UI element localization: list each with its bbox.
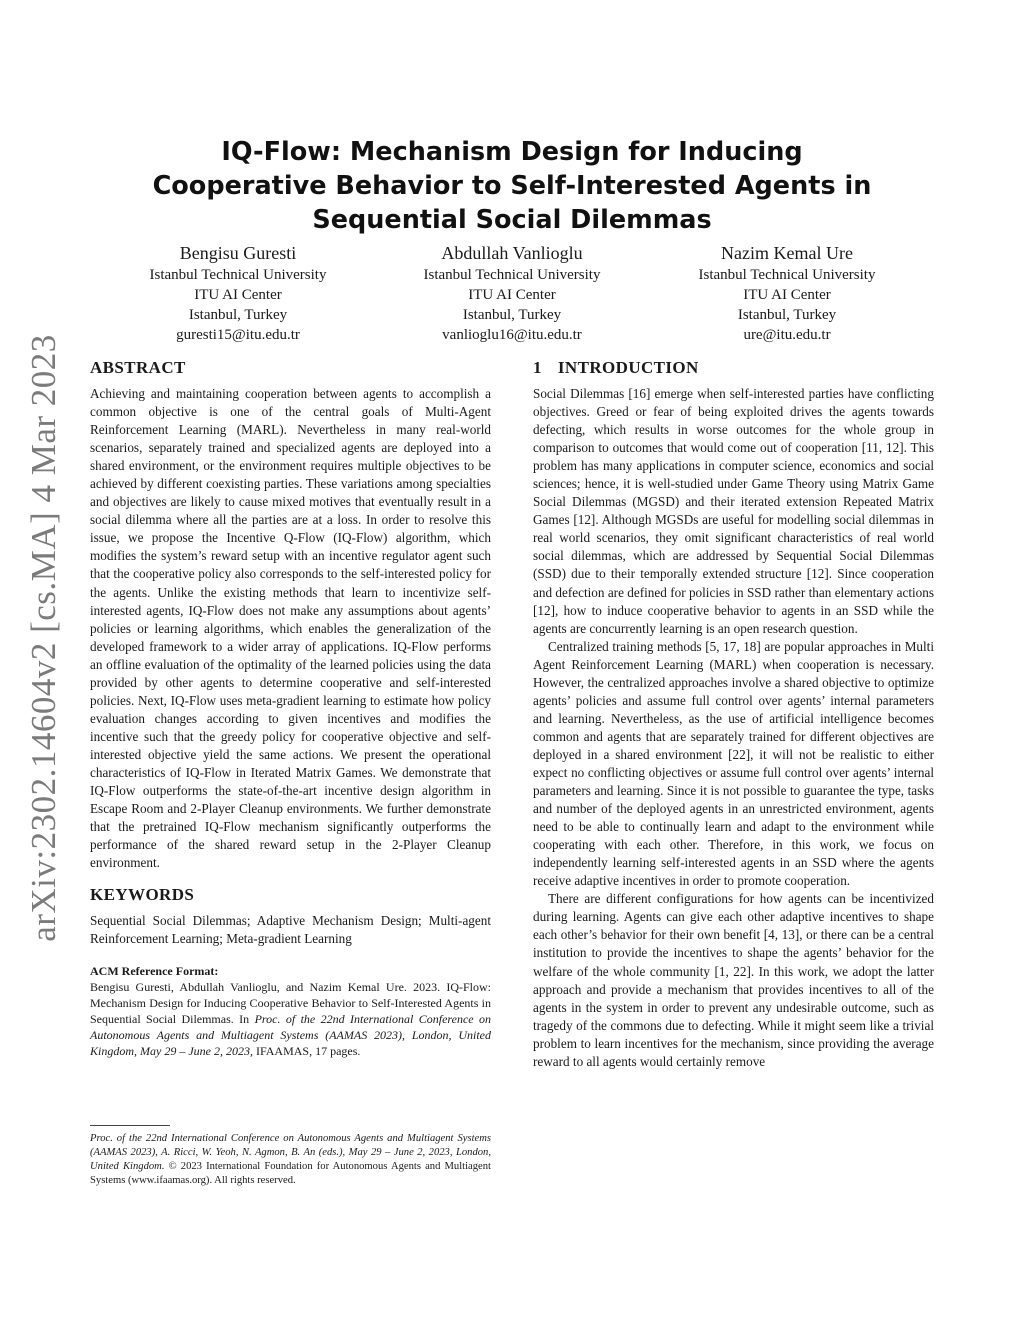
- author-affiliation: Istanbul Technical University: [149, 267, 327, 283]
- author-department: ITU AI Center: [194, 287, 282, 303]
- paper-title: IQ-Flow: Mechanism Design for Inducing Cooperative Behavior to Self-Interested Agents in Sequential Social Dilemmas: [152, 137, 872, 235]
- author-location: Istanbul, Turkey: [462, 307, 562, 323]
- keywords-heading: KEYWORDS: [90, 885, 195, 905]
- author-department: ITU AI Center: [743, 287, 831, 303]
- author-location: Istanbul, Turkey: [737, 307, 837, 323]
- abstract-text: Achieving and maintaining cooperation between agents to accomplish a common objective is one of the central goals of Multi-Agent Reinforcement Learning (MARL). Nevertheless in many real-world scenarios, separately trained and specialized agents are deployed into a shared environment, or the environment requires multiple objectives to be achieved by different coexisting parties. These variations among specialties and objectives are likely to cause mixed motives that eventually result in a social dilemma where all the parties are at a loss. In order to resolve this issue, we propose the Incentive Q-Flow (IQ-Flow) algorithm, which modifies the system’s reward setup with an incentive regulator agent such that the cooperative policy also corresponds to the self-interested policy for the agents. Unlike the existing methods that learn to incentivize self-interested agents, IQ-Flow does not make any assumptions about agents’ policies or learning algorithms, which enables the generalization of the developed framework to a wider array of applications. IQ-Flow performs an offline evaluation of the optimality of the learned policies using the data provided by other agents to determine cooperative and self-interested policies. Next, IQ-Flow uses meta-gradient learning to estimate how policy evaluation changes according to given incentives and modifies the incentive such that the greedy policy for cooperative objective and self-interested objective yield the same actions. We present the operational characteristics of IQ-Flow in Iterated Matrix Games. We demonstrate that IQ-Flow outperforms the state-of-the-art incentive design algorithm in Escape Room and 2-Player Cleanup environments. We further demonstrate that the pretrained IQ-Flow mechanism significantly outperforms the performance of the shared reward setup in the 2-Player Cleanup environment.: [90, 386, 491, 871]
- author-affiliation: Istanbul Technical University: [698, 267, 876, 283]
- footnote-copyright: © 2023 International Foundation for Autonomous Agents and Multiagent Systems (www.ifaamas.org). All rights reserved.: [90, 1161, 491, 1186]
- introduction-heading: [533, 357, 934, 379]
- right-column: [533, 357, 934, 1071]
- acm-reference-lead: Bengisu Guresti, Abdullah Vanlioglu, and Nazim Kemal Ure. 2023. IQ-Flow: Mechanism Design for Inducing Cooperative Behavior to Self-Interested Agents in Sequential Social Dilemmas. In: [90, 980, 491, 1027]
- author-name: Nazim Kemal Ure: [721, 243, 853, 263]
- left-column: [90, 357, 491, 1059]
- footnote-proceedings: Proc. of the 22nd International Conference on Autonomous Agents and Multiagent Systems (AAMAS 2023), A. Ricci, W. Yeoh, N. Agmon, B. An (eds.), May 29 – June 2, 2023, London, United Kingdom.: [90, 1133, 491, 1172]
- author-affiliation: Istanbul Technical University: [423, 267, 601, 283]
- section-number: 1: [533, 358, 542, 377]
- acm-reference-venue: Proc. of the 22nd International Conference on Autonomous Agents and Multiagent Systems (AAMAS 2023), London, United Kingdom, May 29 – June 2, 2023,: [90, 1012, 492, 1059]
- author-email: ure@itu.edu.tr: [743, 327, 831, 343]
- author-block: [657, 243, 917, 345]
- acm-reference-heading: ACM Reference Format:: [90, 964, 219, 979]
- intro-paragraph: There are different configurations for how agents can be incentivized during learning. Agents can give each other adaptive incentives to shape each other’s behavior for their own benefit [4, 13], or there can be a central institution to provide the incentives to shape the agents’ behavior for the welfare of the whole community [1, 22]. In this work, we adopt the latter approach and provide a mechanism that provides incentives to all of the agents in the system in order to prevent any undesirable outcome, such as tragedy of the commons due to defecting. While it might seem like a trivial problem to learn incentives for the mechanism, since providing the average reward to all agents would certainly remove: [533, 891, 934, 1069]
- intro-paragraph: Centralized training methods [5, 17, 18] are popular approaches in Multi Agent Reinforcement Learning (MARL) when cooperation is necessary. However, the centralized approaches involve a shared objective to optimize agents’ policies and assume full control over agents’ internal parameters and learning. Nevertheless, as the use of artificial intelligence becomes common and agents that are separately trained for different objectives are deployed in a shared environment [22], it will not be realistic to either expect no conflicting objectives or assume full control over agents’ internal parameters and learning. Since it is not possible to guarantee the type, tasks and number of the deployed agents in an unrestricted environment, agents need to be able to continually learn and adapt to the environment while cooperating with each other. Therefore, in this work, we focus on independently learning self-interested agents in an SSD where the agents receive adaptive incentives in order to promote cooperation.: [533, 638, 934, 889]
- author-location: Istanbul, Turkey: [188, 307, 288, 323]
- acm-reference-tail: IFAAMAS, 17 pages.: [252, 1044, 361, 1059]
- keywords-text: Sequential Social Dilemmas; Adaptive Mechanism Design; Multi-agent Reinforcement Learning; Meta-gradient Learning: [90, 913, 491, 947]
- abstract-heading: ABSTRACT: [90, 358, 186, 377]
- author-name: Bengisu Guresti: [179, 243, 297, 263]
- copyright-footnote: [90, 1132, 491, 1188]
- author-name: Abdullah Vanlioglu: [441, 243, 583, 263]
- author-department: ITU AI Center: [468, 287, 556, 303]
- author-block: [108, 243, 368, 345]
- intro-paragraph: Social Dilemmas [16] emerge when self-interested parties have conflicting objectives. Greed or fear of being exploited drives the agents towards defecting, which results in worse outcomes for the whole group in comparison to outcomes that would come out of cooperation [11, 12]. This problem has many applications in computer science, economics and social sciences; hence, it is well-studied under Game Theory using Matrix Game Social Dilemmas (MGSD) and their iterated extension Repeated Matrix Games [12]. Although MGSDs are useful for modelling social dilemmas in real world scenarios, they omit significant characteristics of real world social dilemmas, which are addressed by Sequential Social Dilemmas (SSD) due to their temporally extended structure [12]. Since cooperation and defection are defined for policies in SSD rather than elementary actions [12], how to induce cooperative behavior to agents in an SSD while the agents are concurrently learning is an open research question.: [533, 386, 934, 636]
- author-email: guresti15@itu.edu.tr: [176, 327, 300, 343]
- arxiv-sidebar-stamp: [22, 334, 66, 942]
- acm-reference-text: [90, 979, 491, 1059]
- arxiv-identifier: arXiv:2302.14604v2 [cs.MA] 4 Mar 2023: [24, 334, 63, 942]
- footnote-divider: [90, 1125, 170, 1126]
- author-block: [382, 243, 642, 345]
- section-title: INTRODUCTION: [557, 358, 699, 377]
- author-email: vanlioglu16@itu.edu.tr: [442, 327, 582, 343]
